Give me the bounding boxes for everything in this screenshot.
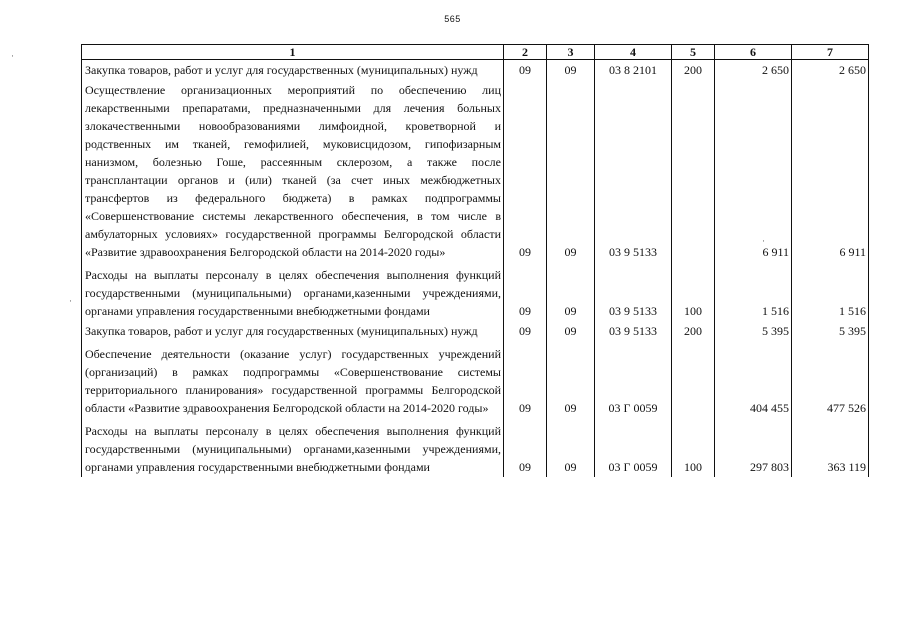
row-amount-col6: 404 455 [715, 344, 792, 421]
table-row [82, 80, 869, 265]
row-amount-col6: 6 911 [715, 80, 792, 265]
table-row [82, 265, 869, 321]
row-amount-col7: 5 395 [792, 321, 869, 344]
table-row [82, 344, 869, 421]
header-col-3: 3 [547, 45, 595, 60]
row-expense-type: 200 [672, 321, 715, 344]
row-amount-col7: 6 911 [792, 80, 869, 265]
row-subsection: 09 [547, 321, 595, 344]
row-amount-col7: 477 526 [792, 344, 869, 421]
row-expense-type: 100 [672, 421, 715, 477]
row-section: 09 [504, 344, 547, 421]
row-amount-col6: 297 803 [715, 421, 792, 477]
row-section: 09 [504, 60, 547, 81]
row-target-article: 03 9 5133 [595, 265, 672, 321]
row-target-article: 03 Г 0059 [595, 421, 672, 477]
row-amount-col6: 1 516 [715, 265, 792, 321]
row-amount-col7: 363 119 [792, 421, 869, 477]
page-number: 565 [444, 14, 461, 24]
row-subsection: 09 [547, 60, 595, 81]
row-expense-type [672, 344, 715, 421]
row-subsection: 09 [547, 421, 595, 477]
table-row [82, 421, 869, 477]
row-amount-col7: 2 650 [792, 60, 869, 81]
row-description: Расходы на выплаты персоналу в целях обеспечения выполнения функций государственными (муниципальными) органами,казенными учреждениями, органами управления государственными внебюджетными фондами [82, 265, 504, 321]
row-amount-col6: 5 395 [715, 321, 792, 344]
scan-speck: · [762, 236, 765, 246]
header-col-1: 1 [82, 45, 504, 60]
row-subsection: 09 [547, 344, 595, 421]
header-col-7: 7 [792, 45, 869, 60]
table-row [82, 60, 869, 81]
row-description: Обеспечение деятельности (оказание услуг) государственных учреждений (организаций) в рамках подпрограммы «Совершенствование системы территориального планирования» государственной программы Белгородской области «Развитие здравоохранения Белгородской области на 2014-2020 годы» [82, 344, 504, 421]
header-col-4: 4 [595, 45, 672, 60]
row-amount-col6: 2 650 [715, 60, 792, 81]
row-description: Расходы на выплаты персоналу в целях обеспечения выполнения функций государственными (муниципальными) органами,казенными учреждениями, органами управления государственными внебюджетными фондами [82, 421, 504, 477]
row-target-article: 03 9 5133 [595, 321, 672, 344]
row-amount-col7: 1 516 [792, 265, 869, 321]
row-description: Осуществление организационных мероприятий по обеспечению лиц лекарственными препаратами, предназначенными для лечения больных злокачественными новообразованиями лимфоидной, кроветворной и родственных им тканей, гемофилией, муковисцидозом, гипофизарным нанизмом, болезнью Гоше, рассеянным склерозом, а также после трансплантации органов и (или) тканей (за счет иных межбюджетных трансфертов из федерального бюджета) в рамках подпрограммы «Совершенствование системы лекарственного обеспечения, в том числе в амбулаторных условиях» государственной программы Белгородской области «Развитие здравоохранения Белгородской области на 2014-2020 годы» [82, 80, 504, 265]
row-expense-type: 200 [672, 60, 715, 81]
row-section: 09 [504, 421, 547, 477]
row-section: 09 [504, 321, 547, 344]
row-target-article: 03 Г 0059 [595, 344, 672, 421]
row-section: 09 [504, 265, 547, 321]
header-row [82, 45, 869, 60]
row-subsection: 09 [547, 80, 595, 265]
scan-speck: · [69, 296, 72, 306]
row-expense-type [672, 80, 715, 265]
header-col-6: 6 [715, 45, 792, 60]
row-target-article: 03 9 5133 [595, 80, 672, 265]
row-target-article: 03 8 2101 [595, 60, 672, 81]
header-col-2: 2 [504, 45, 547, 60]
row-subsection: 09 [547, 265, 595, 321]
scan-speck: · [11, 51, 14, 61]
row-description: Закупка товаров, работ и услуг для государственных (муниципальных) нужд [82, 60, 504, 81]
row-description: Закупка товаров, работ и услуг для государственных (муниципальных) нужд [82, 321, 504, 344]
table-row [82, 321, 869, 344]
header-col-5: 5 [672, 45, 715, 60]
row-section: 09 [504, 80, 547, 265]
budget-table [81, 44, 869, 477]
row-expense-type: 100 [672, 265, 715, 321]
